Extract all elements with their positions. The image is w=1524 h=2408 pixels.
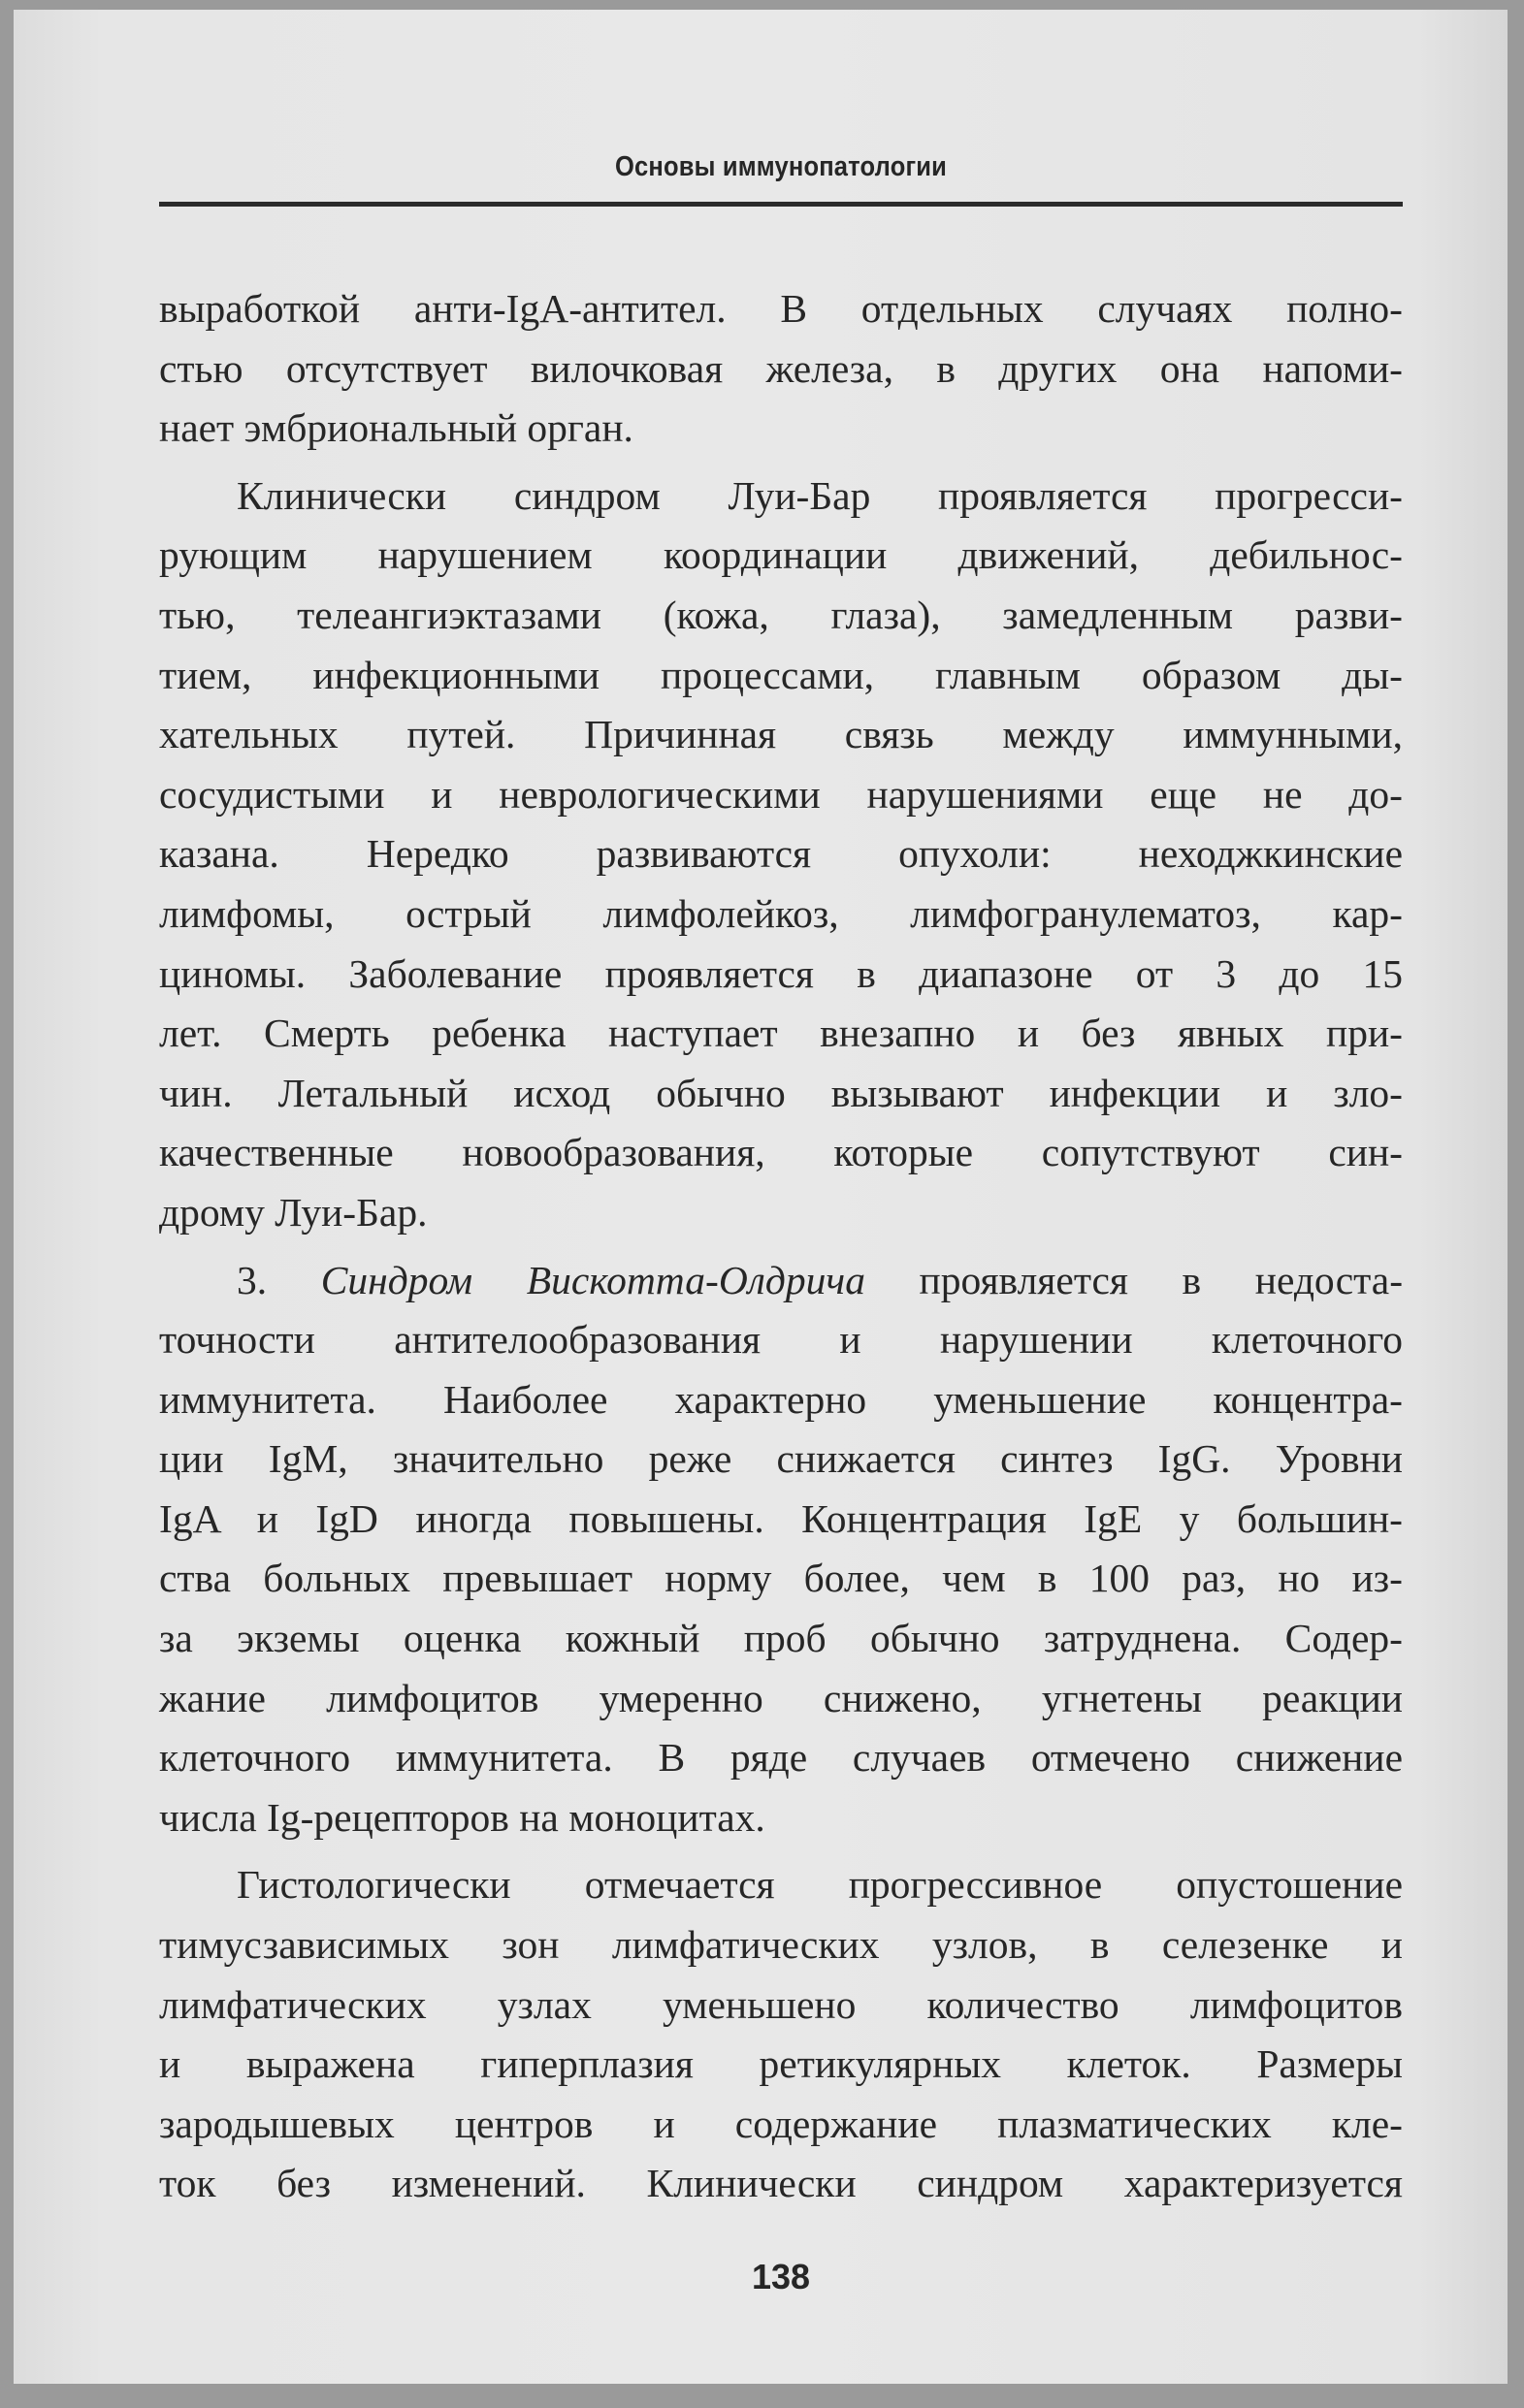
text-line: ток без изменений. Клинически синдром характеризуется [159, 2161, 1403, 2206]
text-line: и выражена гиперплазия ретикулярных клеток. Размеры [159, 2041, 1403, 2087]
text-line: тью, телеангиэктазами (кожа, глаза), замедленным разви- [159, 592, 1403, 637]
list-number: 3. [237, 1257, 268, 1302]
text-line: хательных путей. Причинная связь между иммунными, [159, 712, 1403, 757]
text-line: Клинически синдром Луи-Бар проявляется прогресси- [237, 472, 1403, 518]
text-fragment: проявляется в недоста- [919, 1257, 1404, 1302]
text-line [159, 1251, 1403, 1311]
text-line: дрому Луи-Бар. [159, 1189, 428, 1235]
text-line: ции IgM, значительно реже снижается синтез IgG. Уровни [159, 1436, 1403, 1482]
text-line: лет. Смерть ребенка наступает внезапно и без явных при- [159, 1011, 1403, 1056]
body-text [159, 279, 1403, 2214]
paragraph [159, 1855, 1403, 2214]
text-line: Гистологически отмечается прогрессивное опустошение [237, 1862, 1403, 1908]
text-line: чин. Летальный исход обычно вызывают инфекции и зло- [159, 1070, 1403, 1115]
text-line: выработкой анти-IgA-антител. В отдельных случаях полно- [159, 286, 1403, 331]
running-head: Основы иммунопатологии [615, 151, 947, 182]
text-line: тием, инфекционными процессами, главным образом ды- [159, 652, 1403, 697]
text-line: лимфомы, острый лимфолейкоз, лимфогранулематоз, кар- [159, 890, 1403, 936]
syndrome-term: Синдром Вискотта-Олдрича [320, 1257, 865, 1302]
header-rule [159, 202, 1403, 207]
text-line: IgA и IgD иногда повышены. Концентрация IgE у большин- [159, 1495, 1403, 1541]
text-line: сосудистыми и неврологическими нарушениями еще не до- [159, 771, 1403, 817]
text-line: жание лимфоцитов умеренно снижено, угнетены реакции [159, 1675, 1403, 1720]
text-line: иммунитета. Наиболее характерно уменьшение концентра- [159, 1376, 1403, 1422]
text-line: качественные новообразования, которые сопутствуют син- [159, 1130, 1403, 1175]
text-line: ства больных превышает норму более, чем в 100 раз, но из- [159, 1556, 1403, 1601]
text-line: точности антителообразования и нарушении клеточного [159, 1317, 1403, 1363]
text-line: нает эмбриональный орган. [159, 405, 633, 451]
text-line: лимфатических узлах уменьшено количество лимфоцитов [159, 1981, 1403, 2027]
paragraph [159, 1251, 1403, 1848]
text-line: казана. Нередко развиваются опухоли: неходжкинские [159, 831, 1403, 877]
text-line: числа Ig-рецепторов на моноцитах. [159, 1794, 765, 1840]
paragraph [159, 466, 1403, 1243]
text-line: циномы. Заболевание проявляется в диапазоне от 3 до 15 [159, 950, 1403, 996]
text-line: тимусзависимых зон лимфатических узлов, в селезенке и [159, 1922, 1403, 1968]
text-line: рующим нарушением координации движений, дебильнос- [159, 532, 1403, 578]
book-page [14, 10, 1508, 2384]
text-line: клеточного иммунитета. В ряде случаев отмечено снижение [159, 1735, 1403, 1781]
text-line: зародышевых центров и содержание плазматических кле- [159, 2101, 1403, 2146]
page-number: 138 [751, 2257, 811, 2296]
paragraph [159, 279, 1403, 459]
text-line: стью отсутствует вилочковая железа, в других она напоми- [159, 345, 1403, 391]
text-line: за экземы оценка кожный проб обычно затруднена. Содер- [159, 1616, 1403, 1661]
